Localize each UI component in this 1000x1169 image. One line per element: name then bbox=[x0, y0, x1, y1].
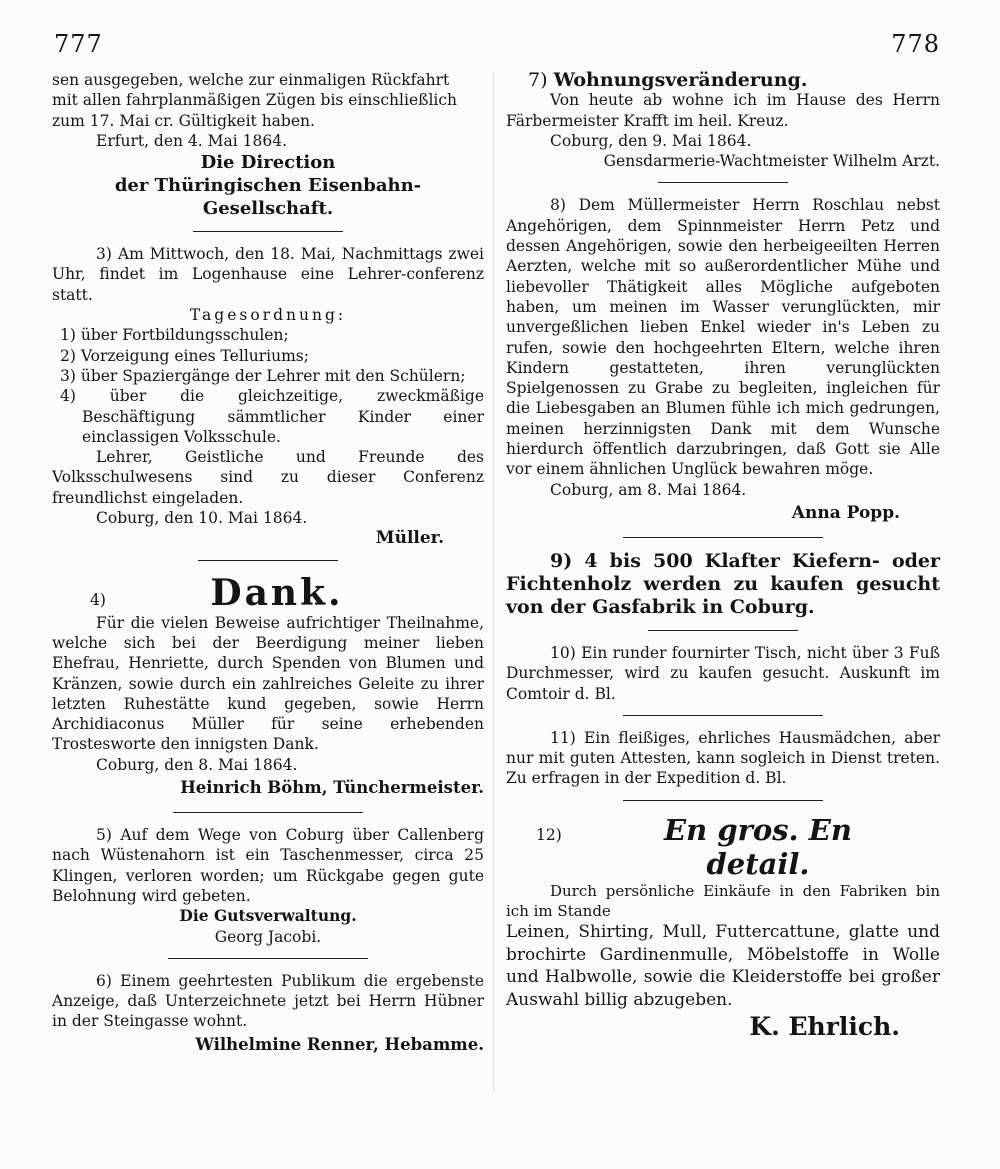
notice-3 bbox=[52, 244, 484, 548]
notice-8-signature: Anna Popp. bbox=[791, 502, 900, 523]
separator-rule bbox=[173, 812, 363, 813]
notice-5 bbox=[52, 825, 484, 947]
notice-12-title: En gros. En detail. bbox=[664, 812, 852, 881]
notice-7-body: Von heute ab wohne ich im Hause des Herrn Färbermeister Krafft im heil. Kreuz. bbox=[506, 91, 940, 130]
notice-7-heading bbox=[506, 70, 940, 90]
notice-3-agenda-title: Tagesordnung: bbox=[189, 306, 347, 325]
notice-2-signature-1: Die Direction bbox=[200, 152, 336, 174]
notice-7-title: Wohnungsveränderung. bbox=[553, 69, 808, 91]
separator-rule bbox=[623, 715, 823, 716]
separator-rule bbox=[193, 231, 343, 232]
notice-4 bbox=[52, 573, 484, 801]
notice-11 bbox=[506, 728, 940, 789]
notice-7-signature: Gensdarmerie-Wachtmeister Wilhelm Arzt. bbox=[603, 152, 940, 171]
left-column bbox=[52, 70, 484, 1058]
notice-3-intro: 3) Am Mittwoch, den 18. Mai, Nachmittags zwei Uhr, findet im Logenhause eine Lehrer-conferenz statt. bbox=[52, 245, 484, 304]
notice-4-body: Für die vielen Beweise aufrichtiger Theilnahme, welche sich bei der Beerdigung meiner lieben Ehefrau, Henriette, durch Spenden von Blumen und Kränzen, sowie durch ein zahlreiches Geleite zu ihrer letzten Ruhestätte kund gegeben, sowie Herrn Archidiaconus Müller für seine erhebenden Trostesworte den innigsten Dank. bbox=[52, 613, 484, 754]
separator-rule bbox=[623, 537, 823, 538]
notice-6 bbox=[52, 971, 484, 1058]
separator-rule bbox=[168, 958, 368, 959]
notice-4-title: Dank. bbox=[210, 571, 344, 614]
notice-2-place-date: Erfurt, den 4. Mai 1864. bbox=[96, 131, 288, 150]
notice-4-place-date: Coburg, den 8. Mai 1864. bbox=[96, 755, 298, 774]
notice-8 bbox=[506, 195, 940, 525]
notice-2-line-1: sen ausgegeben, welche zur einmaligen Rückfahrt bbox=[52, 71, 450, 89]
page-number-left: 777 bbox=[54, 30, 103, 58]
page-number-right: 778 bbox=[891, 30, 940, 58]
notice-9-body: 9) 4 bis 500 Klafter Kiefern- oder Fichtenholz werden zu kaufen gesucht von der Gasfabrik in Coburg. bbox=[506, 549, 940, 618]
notice-3-agenda-item-2: 2) Vorzeigung eines Telluriums; bbox=[60, 346, 309, 365]
notice-5-body: 5) Auf dem Wege von Coburg über Callenberg nach Wüstenahorn ist ein Taschenmesser, circa 25 Klingen, verloren worden; um Rückgabe gegen gute Belohnung wird gebeten. bbox=[52, 826, 484, 905]
notice-9 bbox=[506, 550, 940, 619]
separator-rule bbox=[198, 560, 338, 561]
notice-12-signature: K. Ehrlich. bbox=[749, 1012, 900, 1042]
notice-3-signature: Müller. bbox=[375, 528, 444, 549]
separator-rule bbox=[623, 800, 823, 801]
notice-2-signature-3: Gesellschaft. bbox=[202, 198, 334, 220]
notice-2-line-2: mit allen fahrplanmäßigen Zügen bis einschließlich bbox=[52, 91, 458, 110]
notice-2-signature-2: der Thüringischen Eisenbahn- bbox=[114, 175, 422, 197]
notice-11-body: 11) Ein fleißiges, ehrliches Hausmädchen, aber nur mit guten Attesten, kann sogleich in Dienst treten. Zu erfragen in der Expedition d. Bl. bbox=[506, 728, 940, 788]
notice-3-agenda-item-1: 1) über Fortbildungsschulen; bbox=[60, 326, 289, 345]
notice-4-signature: Heinrich Böhm, Tünchermeister. bbox=[180, 778, 484, 798]
notice-2 bbox=[52, 70, 484, 220]
notice-5-signature: Die Gutsverwaltung. bbox=[179, 906, 357, 926]
notice-6-signature: Wilhelmine Renner, Hebamme. bbox=[195, 1034, 484, 1054]
notice-7-place-date: Coburg, den 9. Mai 1864. bbox=[550, 131, 752, 150]
notice-12-intro: Durch persönliche Einkäufe in den Fabriken bin ich im Stande bbox=[506, 881, 940, 921]
notice-12-heading bbox=[506, 813, 940, 881]
notice-4-number: 4) bbox=[90, 590, 106, 609]
separator-rule bbox=[658, 182, 788, 183]
column-separator bbox=[493, 72, 494, 1092]
notice-3-agenda-item-4: 4) über die gleichzeitige, zweckmäßige Beschäftigung sämmtlicher Kinder einer einclassigen Volksschule. bbox=[60, 387, 484, 446]
notice-7-number: 7) bbox=[528, 69, 548, 91]
notice-12-body: Leinen, Shirting, Mull, Futtercattune, glatte und brochirte Gardinenmulle, Möbelstoffe in Wolle und Halbwolle, sowie die Kleiderstoffe bei großer Auswahl billig abzugeben. bbox=[506, 922, 940, 1010]
notice-6-body: 6) Einem geehrtesten Publikum die ergebenste Anzeige, daß Unterzeichnete jetzt bei Herrn Hübner in der Steingasse wohnt. bbox=[52, 971, 484, 1031]
separator-rule bbox=[648, 630, 798, 631]
notice-4-heading bbox=[52, 573, 484, 613]
notice-3-invitation: Lehrer, Geistliche und Freunde des Volksschulwesens sind zu dieser Conferenz freundlichst eingeladen. bbox=[52, 448, 484, 507]
notice-12-number: 12) bbox=[536, 825, 562, 844]
notice-3-agenda-item-3: 3) über Spaziergänge der Lehrer mit den Schülern; bbox=[60, 366, 466, 385]
notice-3-place-date: Coburg, den 10. Mai 1864. bbox=[96, 509, 308, 528]
notice-8-place-date: Coburg, am 8. Mai 1864. bbox=[550, 480, 747, 499]
notice-12 bbox=[506, 813, 940, 1044]
notice-10 bbox=[506, 643, 940, 704]
notice-8-body: 8) Dem Müllermeister Herrn Roschlau nebst Angehörigen, dem Spinnmeister Herrn Petz und dessen Angehörigen, sowie den herbeigeeilten Herren Aerzten, welche mit so außerordentlicher Mühe und liebevoller Thätigkeit alles Mögliche aufgeboten haben, um meinen im Wasser verunglückten, mir unvergeßlichen lieben Enkel wieder in's Leben zu rufen, sowie den hochgeehrten Eltern, welche ihren Kindern gestatteten, ihren verunglückten Spielgenossen zu Grabe zu begleiten, ingleichen für die Liebesgaben an Blumen fühle ich mich gedrungen, meinen herzinnigsten Dank mit dem Wunsche hierdurch öffentlich darzubringen, daß Gott sie Alle vor einem ähnlichen Unglück bewahren möge. bbox=[506, 196, 940, 479]
notice-10-body: 10) Ein runder fournirter Tisch, nicht über 3 Fuß Durchmesser, wird zu kaufen gesucht. Auskunft im Comtoir d. Bl. bbox=[506, 643, 940, 703]
notice-5-name: Georg Jacobi. bbox=[214, 927, 322, 946]
notice-7 bbox=[506, 70, 940, 171]
notice-2-line-3: zum 17. Mai cr. Gültigkeit haben. bbox=[52, 111, 315, 130]
right-column bbox=[506, 70, 940, 1043]
